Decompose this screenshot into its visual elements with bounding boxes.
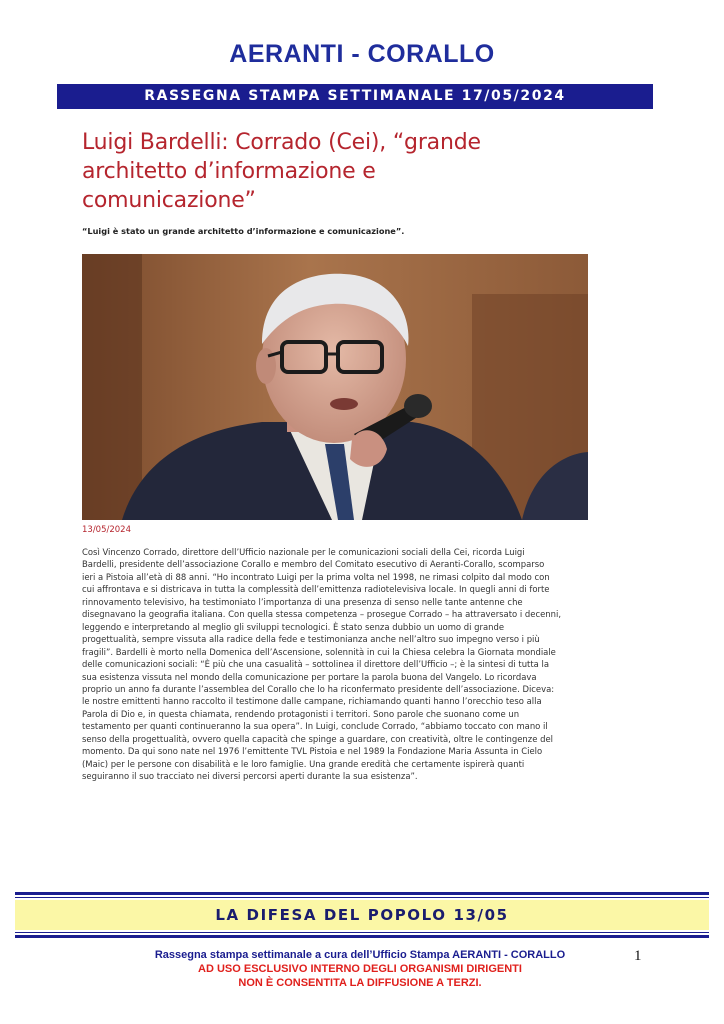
body-line: progettualità, sempre vissuta alla radice della fede e testimonianza anche nell’altro suo impegno verso i più <box>82 634 540 645</box>
divider-line <box>15 897 709 898</box>
footer-credit: Rassegna stampa settimanale a cura dell’Ufficio Stampa AERANTI - CORALLO <box>154 949 566 961</box>
footer-internal-use: AD USO ESCLUSIVO INTERNO DEGLI ORGANISMI DIRIGENTI <box>198 963 522 975</box>
body-line: leggendo e interpretando al meglio gli sviluppi tecnologici. È stato senza dubbio un uomo di grande <box>82 621 505 632</box>
divider-line <box>15 932 709 933</box>
press-review-banner: RASSEGNA STAMPA SETTIMANALE 17/05/2024 <box>57 84 653 109</box>
body-line: momento. Da qui sono nate nel 1976 l’emittente TVL Pistoia e nel 1989 la Fondazione Maria Assunta in Cielo <box>82 746 543 757</box>
divider-line <box>15 892 709 895</box>
body-line: proprio un anno fa durante l’assemblea del Corallo che lo ha riconfermato presidente dell’associazione. Diceva: <box>82 683 555 694</box>
article-date: 13/05/2024 <box>82 525 131 535</box>
divider-line <box>15 935 709 938</box>
article-clipping <box>70 122 604 824</box>
body-line: disegnavano la geografia italiana. Con quella stessa competenza – prosegue Corrado – ha attraversato i decenni, <box>82 609 562 620</box>
speaker-portrait-image <box>82 254 588 520</box>
page-number: 1 <box>634 948 642 964</box>
body-line: senso della progettualità, ovvero quella capacità che spinge a guardare, con creatività, oltre le contingenze del <box>82 733 553 744</box>
source-publication-band: LA DIFESA DEL POPOLO 13/05 <box>15 900 709 930</box>
article-subhead: “Luigi è stato un grande architetto d’informazione e comunicazione”. <box>82 226 405 236</box>
footer-notice <box>90 948 630 990</box>
body-line: Bardelli, presidente dell’associazione Corallo e membro del Comitato esecutivo di Aeranti-Corallo, scomparso <box>82 559 545 570</box>
masthead-title: AERANTI - CORALLO <box>229 40 495 68</box>
body-line: Così Vincenzo Corrado, direttore dell’Ufficio nazionale per le comunicazioni sociali della Cei, ricorda Luigi <box>82 547 525 557</box>
body-line: fragili”. Bardelli è morto nella Domenica dell’Ascensione, solennità in cui la Chiesa celebra la Giornata mondiale <box>82 646 556 657</box>
headline-line: comunicazione” <box>82 188 256 213</box>
body-line: cui affrontava e si districava in tutta la complessità dell’emittenza radiotelevisiva locale. In quegli anni di forte <box>82 584 550 595</box>
body-line: delle comunicazioni sociali: “È più che una casualità – sottolinea il direttore dell’Ufficio –; è la sintesi di tutta la <box>82 659 550 670</box>
body-line: seguiranno il suo tracciato nei diversi percorsi aperti durante la sua esistenza”. <box>82 771 418 782</box>
body-line: testamento per quanti continueranno la sua opera”. In Luigi, conclude Corrado, “abbiamo toccato con mano il <box>82 721 548 732</box>
body-line: le nostre emittenti hanno raccolto il testimone dalle campane, richiamando quanti hanno l’orecchio teso alla <box>82 696 542 707</box>
body-line: sua esistenza vissuta nel mondo della comunicazione per portare la parola buona del Vangelo. Lo ricordava <box>82 671 537 682</box>
body-line: rinnovamento televisivo, ha testimoniato l’importanza di una presenza di senso nelle tante antenne che <box>82 596 523 607</box>
body-line: Parola di Dio e, in questa chiamata, rendendo protagonisti i territori. Sono parole che suonano come un <box>82 708 520 719</box>
body-line: ieri a Pistoia all’età di 88 anni. “Ho incontrato Luigi per la prima volta nel 1998, ne rimasi colpito dal modo con <box>82 571 550 582</box>
article-body <box>82 546 592 783</box>
article-photo <box>82 254 588 520</box>
headline-line: architetto d’informazione e <box>82 159 376 184</box>
headline-line: Luigi Bardelli: Corrado (Cei), “grande <box>82 130 481 155</box>
footer-no-distribution: NON È CONSENTITA LA DIFFUSIONE A TERZI. <box>238 977 482 989</box>
article-headline <box>82 128 592 215</box>
body-line: (Maic) per le persone con disabilità e le loro famiglie. Una grande eredità che certamente ispirerà quanti <box>82 758 525 769</box>
